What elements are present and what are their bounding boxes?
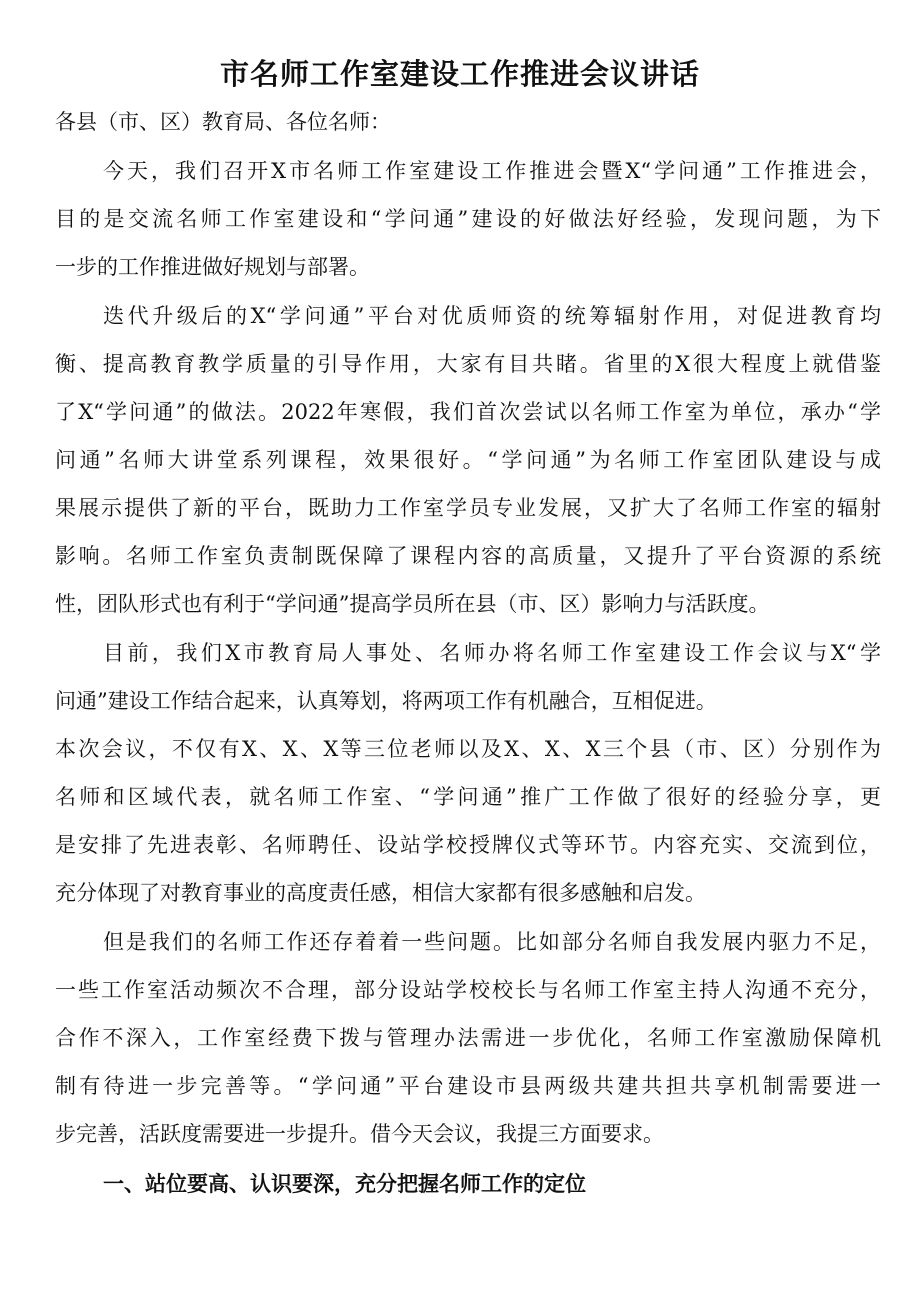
paragraph-line: 但是我们的名师工作还存着着一些问题。比如部分名师自我发展内驱力不足， (103, 930, 881, 954)
paragraph-line: 目的是交流名师工作室建设和“学问通”建设的好做法好经验，发现问题，为下 (55, 207, 881, 231)
paragraph-line: 衡、提高教育教学质量的引导作用，大家有目共睹。省里的X很大程度上就借鉴 (55, 352, 881, 376)
paragraph-line: 步完善，活跃度需要进一步提升。借今天会议，我提三方面要求。 (55, 1122, 664, 1146)
paragraph-line: 一些工作室活动频次不合理，部分设站学校校长与名师工作室主持人沟通不充分， (55, 978, 881, 1002)
paragraph-line: 问通”建设工作结合起来，认真筹划，将两项工作有机融合，互相促进。 (55, 689, 717, 713)
section-heading: 一、站位要高、认识要深，充分把握名师工作的定位 (103, 1172, 586, 1196)
paragraph-line: 名师和区域代表，就名师工作室、“学问通”推广工作做了很好的经验分享，更 (55, 785, 881, 809)
paragraph-line: 本次会议，不仅有X、X、X等三位老师以及X、X、X三个县（市、区）分别作为 (55, 737, 881, 761)
salutation: 各县（市、区）教育局、各位名师： (55, 110, 391, 134)
paragraph-line: 一步的工作推进做好规划与部署。 (55, 255, 370, 279)
paragraph-line: 迭代升级后的X“学问通”平台对优质师资的统筹辐射作用，对促进教育均 (103, 304, 881, 328)
document-title: 市名师工作室建设工作推进会议讲话 (219, 57, 700, 91)
paragraph-line: 是安排了先进表彰、名师聘任、设站学校授牌仪式等环节。内容充实、交流到位， (55, 833, 881, 857)
paragraph-line: 目前，我们X市教育局人事处、名师办将名师工作室建设工作会议与X“学 (103, 641, 881, 665)
paragraph-line: 性，团队形式也有利于“学问通”提高学员所在县（市、区）影响力与活跃度。 (55, 592, 770, 616)
paragraph-line: 影响。名师工作室负责制既保障了课程内容的高质量，又提升了平台资源的系统 (55, 544, 881, 568)
paragraph-line: 合作不深入，工作室经费下拨与管理办法需进一步优化，名师工作室激励保障机 (55, 1026, 881, 1050)
paragraph-line: 果展示提供了新的平台，既助力工作室学员专业发展，又扩大了名师工作室的辐射 (55, 496, 881, 520)
paragraph-line: 了X“学问通”的做法。2022年寒假，我们首次尝试以名师工作室为单位，承办“学 (55, 400, 881, 424)
paragraph-line: 充分体现了对教育事业的高度责任感，相信大家都有很多感触和启发。 (55, 881, 706, 905)
paragraph-line: 制有待进一步完善等。“学问通”平台建设市县两级共建共担共享机制需要进一 (55, 1074, 881, 1098)
paragraph-line: 今天，我们召开X市名师工作室建设工作推进会暨X“学问通”工作推进会， (103, 159, 881, 183)
paragraph-line: 问通”名师大讲堂系列课程，效果很好。“学问通”为名师工作室团队建设与成 (55, 448, 881, 472)
